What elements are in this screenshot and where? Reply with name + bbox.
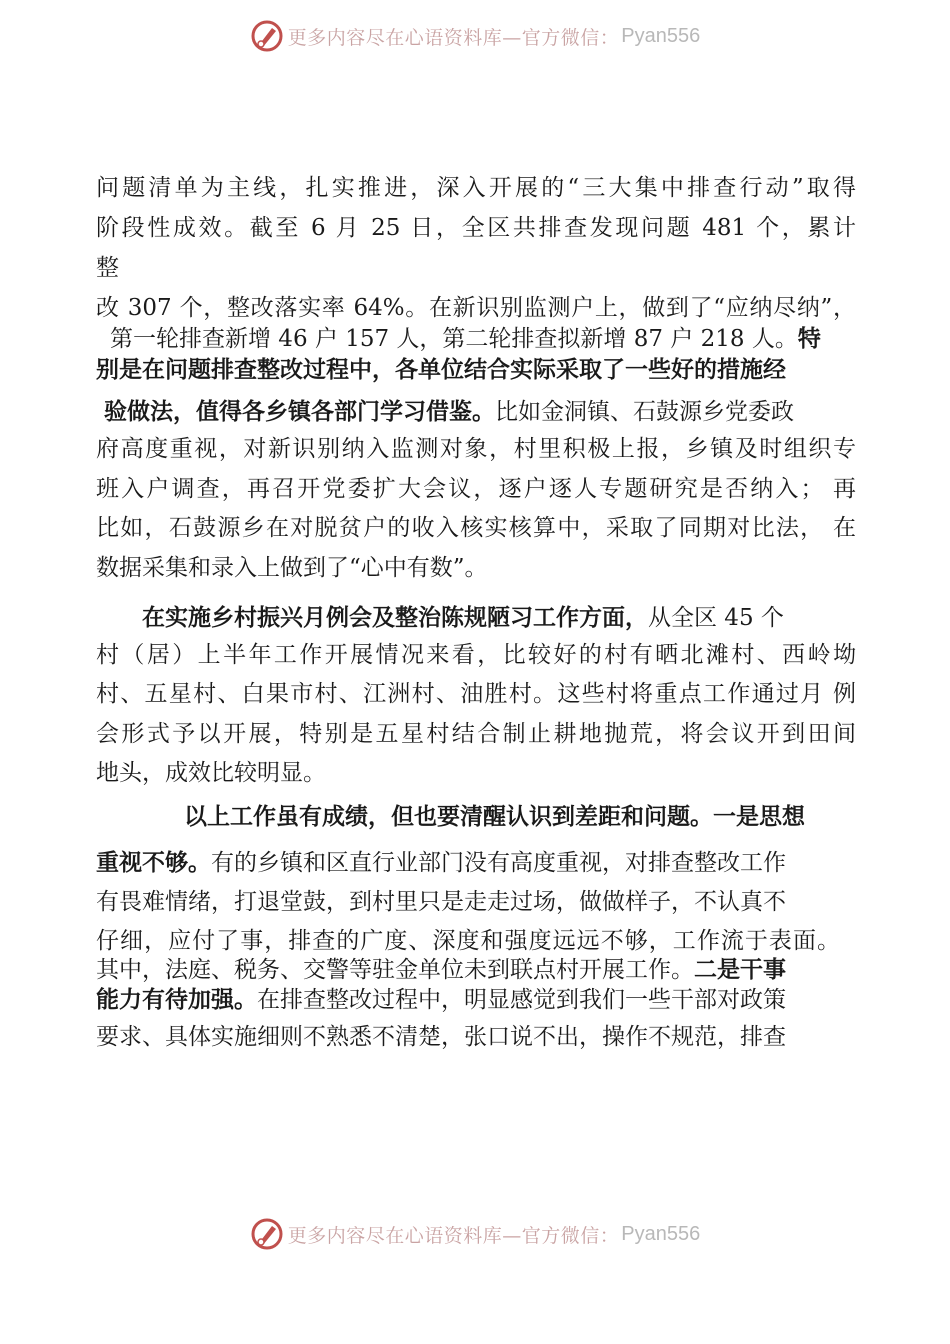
watermark-text: 更多内容尽在心语资料库—官方微信： bbox=[287, 1224, 620, 1247]
paragraph-start-line-bold: 以上工作虽有成绩，但也要清醒认识到差距和问题。一是思想 bbox=[184, 804, 805, 830]
text-line: 第一轮排查新增 46 户 157 人，第二轮排查拟新增 87 户 218 人。特 bbox=[110, 326, 821, 352]
watermark-wechat-id: Pyan556 bbox=[621, 1222, 701, 1245]
watermark-wechat-id: Pyan556 bbox=[621, 24, 701, 47]
watermark-footer bbox=[0, 1214, 950, 1254]
text-line: 整 bbox=[96, 255, 119, 281]
text-line: 要求、具体实施细则不熟悉不清楚，张口说不出，操作不规范，排查 bbox=[96, 1024, 786, 1050]
text-line: 村、五星村、白果市村、江洲村、油胜村。这些村将重点工作通过月 例 bbox=[96, 681, 856, 707]
watermark-text: 更多内容尽在心语资料库—官方微信： bbox=[287, 26, 620, 49]
text-line: 有畏难情绪，打退堂鼓，到村里只是走走过场，做做样子，不认真不 bbox=[96, 889, 786, 915]
text-line: 仔细，应付了事，排查的广度、深度和强度远远不够，工作流于表面。 bbox=[96, 928, 840, 954]
paragraph-start-line: 在实施乡村振兴月例会及整治陈规陋习工作方面，从全区 45 个 bbox=[142, 605, 784, 631]
text-line: 问题清单为主线，扎实推进，深入开展的“三大集中排查行动”取得 bbox=[96, 175, 856, 201]
brush-logo-icon bbox=[250, 1217, 284, 1251]
text-line: 验做法，值得各乡镇各部门学习借鉴。比如金洞镇、石鼓源乡党委政 bbox=[104, 399, 794, 425]
watermark-header bbox=[0, 16, 950, 56]
text-line: 阶段性成效。截至 6 月 25 日，全区共排查发现问题 481 个，累计 bbox=[96, 215, 856, 241]
brush-logo-icon bbox=[250, 19, 284, 53]
text-line: 重视不够。有的乡镇和区直行业部门没有高度重视，对排查整改工作 bbox=[96, 850, 786, 876]
text-line: 数据采集和录入上做到了“心中有数”。 bbox=[96, 555, 488, 581]
text-line: 其中，法庭、税务、交警等驻金单位未到联点村开展工作。二是干事 bbox=[96, 957, 786, 983]
text-line: 能力有待加强。在排查整改过程中，明显感觉到我们一些干部对政策 bbox=[96, 987, 786, 1013]
text-line: 村（居）上半年工作开展情况来看，比较好的村有晒北滩村、西岭坳 bbox=[96, 642, 856, 668]
text-line: 改 307 个，整改落实率 64%。在新识别监测户上，做到了“应纳尽纳”， bbox=[96, 295, 856, 321]
text-line-bold: 别是在问题排查整改过程中，各单位结合实际采取了一些好的措施经 bbox=[96, 357, 786, 383]
text-line: 会形式予以开展，特别是五星村结合制止耕地抛荒，将会议开到田间 bbox=[96, 721, 856, 747]
text-line: 比如，石鼓源乡在对脱贫户的收入核实核算中，采取了同期对比法， 在 bbox=[96, 515, 856, 541]
text-line: 班入户调查，再召开党委扩大会议，逐户逐人专题研究是否纳入； 再 bbox=[96, 476, 856, 502]
text-line: 府高度重视，对新识别纳入监测对象，村里积极上报，乡镇及时组织专 bbox=[96, 436, 856, 462]
text-line: 地头，成效比较明显。 bbox=[96, 760, 326, 786]
